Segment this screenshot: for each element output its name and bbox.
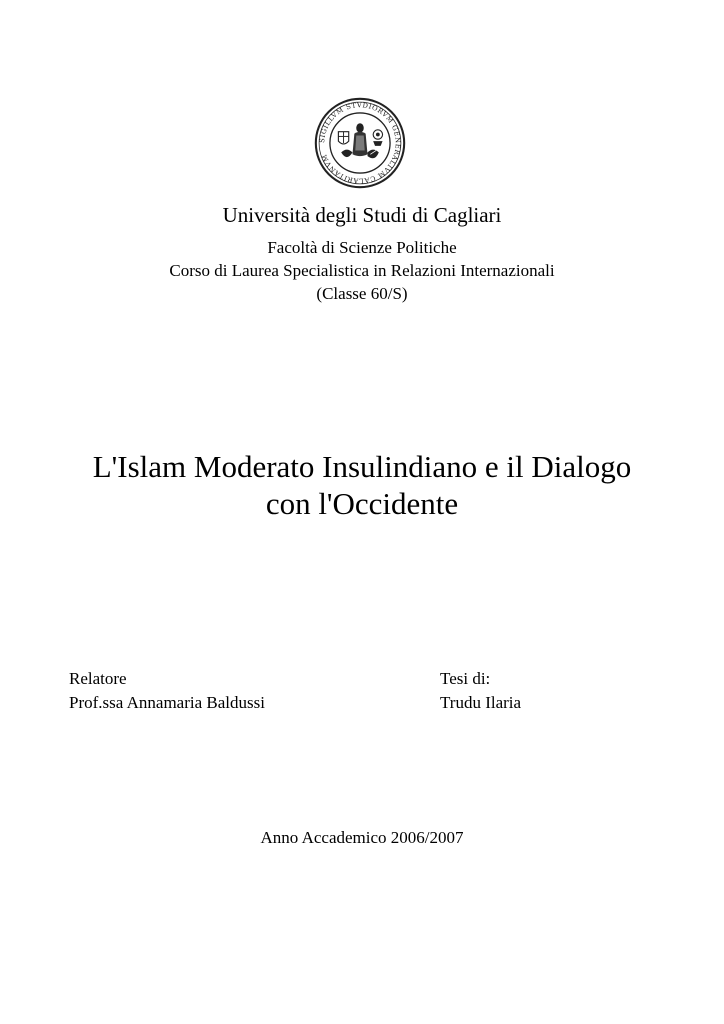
seal-ring-text: SIGILLVM STVDIORVM GENERALIVM CALARITANVM [318,101,402,185]
author-block [440,667,521,715]
university-name: Università degli Studi di Cagliari [222,203,502,227]
author-name: Trudu Ilaria [440,693,522,712]
faculty-name: Facoltà di Scienze Politiche [267,238,457,257]
course-name: Corso di Laurea Specialistica in Relazioni Internazionali [169,261,555,280]
university-seal-icon [313,96,407,190]
thesis-title-line-1: L'Islam Moderato Insulindiano e il Dialogo [92,449,632,484]
supervisor-name: Prof.ssa Annamaria Baldussi [69,693,265,712]
author-label: Tesi di: [440,669,491,688]
supervisor-block [69,667,265,715]
thesis-title [40,448,684,522]
supervisor-label: Relatore [69,669,127,688]
degree-class: (Classe 60/S) [316,284,408,303]
academic-year: Anno Accademico 2006/2007 [260,828,464,847]
thesis-title-line-2: con l'Occidente [265,486,459,521]
